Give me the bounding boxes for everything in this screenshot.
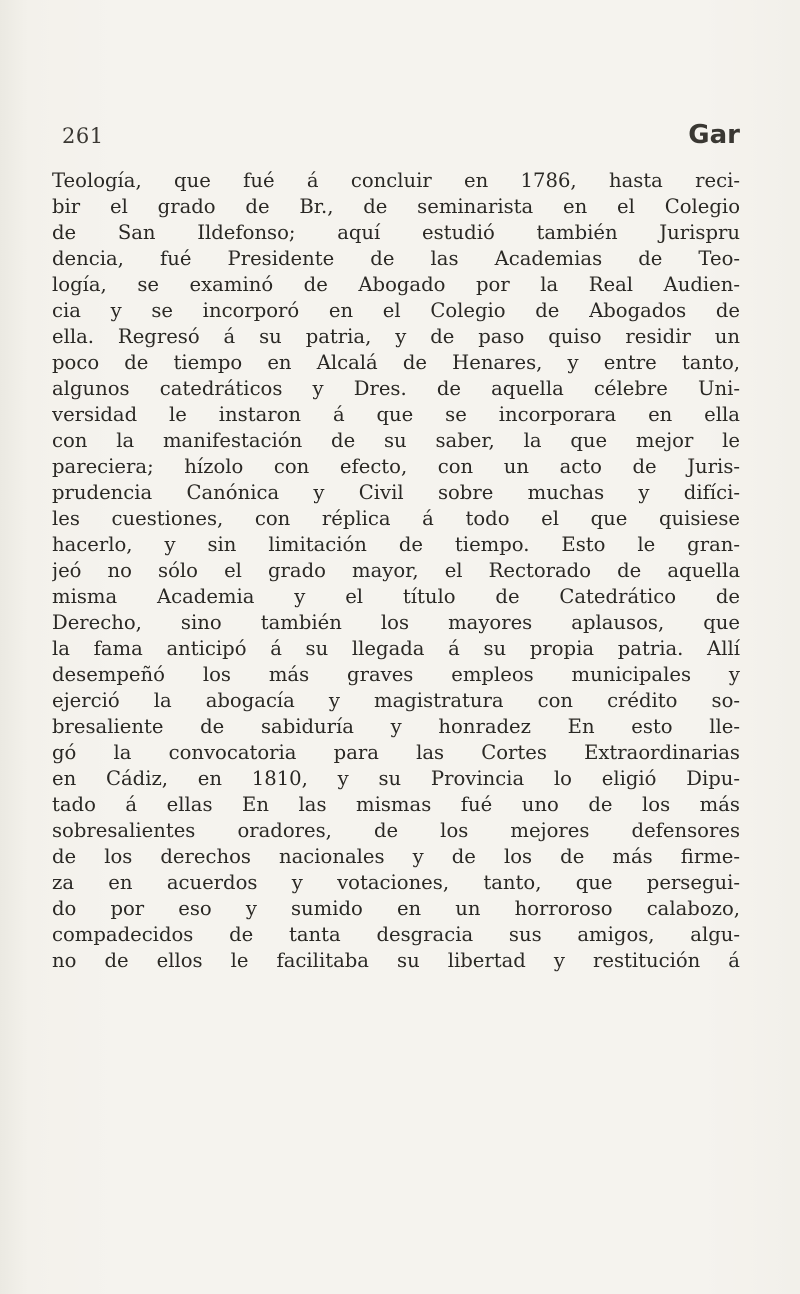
page-number: 261	[62, 124, 104, 148]
text-line: pareciera; hízolo con efecto, con un acto de Juris-	[52, 455, 740, 478]
text-line: do por eso y sumido en un horroroso calabozo,	[52, 897, 740, 920]
text-line: logía, se examinó de Abogado por la Real Audien-	[52, 273, 740, 296]
text-line: algunos catedráticos y Dres. de aquella célebre Uni-	[52, 377, 740, 400]
text-line: za en acuerdos y votaciones, tanto, que persegui-	[52, 871, 740, 894]
text-line: prudencia Canónica y Civil sobre muchas y difíci-	[52, 481, 740, 504]
text-line: con la manifestación de su saber, la que mejor le	[52, 429, 740, 452]
text-line: Teología, que fué á concluir en 1786, hasta reci-	[52, 169, 740, 192]
running-head: Gar	[688, 120, 740, 150]
text-line: la fama anticipó á su llegada á su propia patria. Allí	[52, 637, 740, 660]
text-line: compadecidos de tanta desgracia sus amigos, algu-	[52, 923, 740, 946]
text-line: Derecho, sino también los mayores aplausos, que	[52, 611, 740, 634]
text-line: hacerlo, y sin limitación de tiempo. Esto le gran-	[52, 533, 740, 556]
text-line: no de ellos le facilitaba su libertad y restitución á	[52, 949, 740, 972]
text-line: cia y se incorporó en el Colegio de Abogados de	[52, 299, 740, 322]
text-line: versidad le instaron á que se incorporara en ella	[52, 403, 740, 426]
page-header	[62, 120, 740, 160]
text-line: jeó no sólo el grado mayor, el Rectorado de aquella	[52, 559, 740, 582]
text-line: misma Academia y el título de Catedrático de	[52, 585, 740, 608]
text-line: bir el grado de Br., de seminarista en el Colegio	[52, 195, 740, 218]
text-line: sobresalientes oradores, de los mejores defensores	[52, 819, 740, 842]
text-line: tado á ellas En las mismas fué uno de los más	[52, 793, 740, 816]
text-line: bresaliente de sabiduría y honradez En esto lle-	[52, 715, 740, 738]
text-line: ejerció la abogacía y magistratura con crédito so-	[52, 689, 740, 712]
text-line: les cuestiones, con réplica á todo el que quisiese	[52, 507, 740, 530]
body-text	[52, 168, 740, 974]
text-line: de San Ildefonso; aquí estudió también Jurispru	[52, 221, 740, 244]
text-line: de los derechos nacionales y de los de más firme-	[52, 845, 740, 868]
text-line: desempeñó los más graves empleos municipales y	[52, 663, 740, 686]
text-line: poco de tiempo en Alcalá de Henares, y entre tanto,	[52, 351, 740, 374]
text-line: en Cádiz, en 1810, y su Provincia lo eligió Dipu-	[52, 767, 740, 790]
text-line: gó la convocatoria para las Cortes Extraordinarias	[52, 741, 740, 764]
text-line: ella. Regresó á su patria, y de paso quiso residir un	[52, 325, 740, 348]
text-line: dencia, fué Presidente de las Academias de Teo-	[52, 247, 740, 270]
